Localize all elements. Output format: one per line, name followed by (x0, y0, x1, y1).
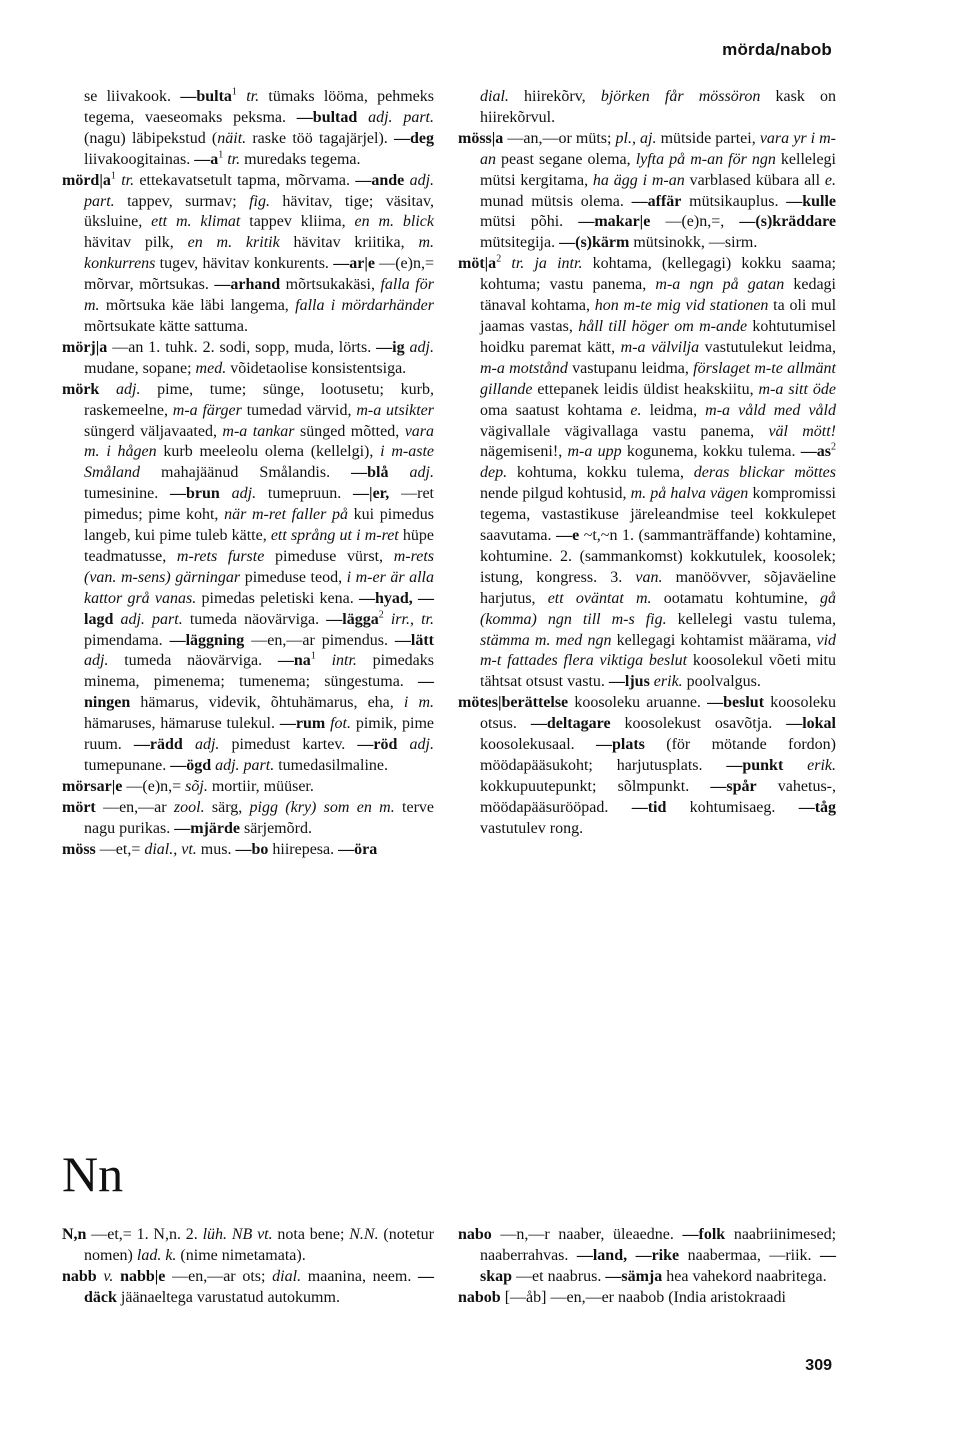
dictionary-entry: mörj|a —an 1. tuhk. 2. sodi, sopp, muda, lörts. —ig adj. mudane, sopane; med. võidetaolise konsistentsiga. (62, 338, 434, 377)
dictionary-entry-continuation: dial. hiirekõrv, björken får mössöron kask on hiirekõrvul. (480, 88, 836, 126)
dictionary-entry: nabo —n,—r naaber, üleaedne. —folk naabriinimesed; naaberrahvas. —land, —rike naabermaa, —riik. —skap —et naabrus. —sämja hea vahekord naabritega. (458, 1226, 837, 1285)
page-number: 309 (805, 1357, 832, 1374)
section-letter-heading: Nn (62, 1146, 124, 1202)
dictionary-entry: mört —en,—ar zool. särg, pigg (kry) som en m. terve nagu purikas. —mjärde särjemõrd. (62, 798, 434, 837)
dictionary-entry: möss —et,= dial., vt. mus. —bo hiirepesa. —öra (62, 840, 378, 858)
dictionary-entry: nabob [—åb] —en,—er naabob (India aristokraadi (458, 1288, 786, 1306)
page-header-guide-words: mörda/nabob (722, 40, 832, 59)
dictionary-entry: N,n —et,= 1. N,n. 2. lüh. NB vt. nota bene; N.N. (notetur nomen) lad. k. (nime nimetamata). (62, 1226, 435, 1264)
dictionary-column-right (458, 87, 836, 840)
dictionary-entry: mörk adj. pime, tume; sünge, lootusetu; kurb, raskemeelne, m-a färger tumedad värvid, m-a utsikter süngerd väljavaated, m-a tankar sünged mõtted, vara m. i hågen kurb meeleolu olema (kellelgi), i m-aste Småland mahajäänud Smålandis. —blå adj. tumesinine. —brun adj. tumepruun. —|er, —ret pimedus; pime koht, när m-ret faller på kui pimedus langeb, kui pime tuleb kätte, ett språng ut i m-ret hüpe teadmatusse, m-rets furste pimeduse vürst, m-rets (van. m-sens) gärningar pimeduse teod, i m-er är alla kattor grå vanas. pimedas peletiski kena. —hyad, —lagd adj. part. tumeda näovärviga. —lägga$^2$ irr., tr. pimendama. —läggning —en,—ar pimendus. —lätt adj. tumeda näovärviga. $—na^1$ intr. pimedaks minema, pimenema; tumenema; süngestuma. —ningen hämarus, videvik, õhtuhämarus, eha, i m. hämaruses, hämaruse tulekul. —rum fot. pimik, pime ruum. —rädd adj. pimedust kartev. —röd adj. tumepunane. —ögd adj. part. tumedasilmaline. (62, 380, 435, 774)
dictionary-entry: mötes|berättelse koosoleku aruanne. —beslut koosoleku otsus. —deltagare koosolekust osavõtja. —lokal koosolekusaal. —plats (för mötande fordon) möödapääsukoht; harjutusplats. —punkt erik. kokkupuutepunkt; sõlmpunkt. —spår vahetus-, möödapääsurööpad. —tid kohtumisaeg. —tåg vastutulev rong. (458, 694, 837, 837)
dictionary-entry: $möt|a^2$ tr. ja intr. kohtama, (kellegagi) kokku saama; kohtuma; vastu panema, m-a ngn på gatan kedagi tänaval kohtama, hon m-te mig vid stationen ta oli mul jaamas vastas, håll till höger om m-ande kohtutumisel hoidku paremat kätt, m-a välvilja vastutulekut leidma, m-a motstånd vastupanu leidma, förslaget m-te allmänt gillande ettepanek leidis üldist heakskiitu, m-a sitt öde oma saatust kohtama e. leidma, m-a våld med våld vägivallale vägivallaga vastu panema, väl mött! nägemiseni!, m-a upp kogunema, kokku tulema. $—as^2$ dep. kohtuma, kokku tulema, deras blickar möttes nende pilgud kohtusid, m. på halva vägen kompromissi tegema, vastastikuse järeleandmise teel kokkulepet saavutama. —e ~t,~n 1. (sammanträffande) kohtamine, kohtumine. 2. (sammankomst) kokkutulek, koosolek; istung, kongress. 3. van. manöövver, sõjaväeline harjutus, ett oväntat m. ootamatu kohtumine, gå (komma) ngn till m-s fig. kellelegi vastu tulema, stämma m. med ngn kellegagi kohtamist määrama, vid m-t fattades flera viktiga beslut koosolekul võeti mitu tähtsat otsust vastu. —ljus erik. poolvalgus. (458, 253, 837, 691)
dictionary-column-lower-left (62, 1225, 434, 1309)
dictionary-entry: möss|a —an,—or müts; pl., aj. mütside partei, vara yr i m-an peast segane olema, lyfta på m-an för ngn kellelegi mütsi kergitama, ha ägg i m-an varblased kübara all e. munad mütsis olema. —affär mütsikauplus. —kulle mütsi põhi. —makar|e —(e)n,=, —(s)kräddare mütsitegija. —(s)kärm mütsinokk, —sirm. (458, 129, 837, 252)
dictionary-column-left (62, 87, 434, 861)
dictionary-entry: mörsar|e —(e)n,= sõj. mortiir, müüser. (62, 777, 314, 795)
dictionary-entry-continuation: se liivakook. —bulta$^1$ tr. tümaks lööma, pehmeks tegema, vaeseomaks peksma. —bultad adj. part. (nagu) läbipekstud (näit. raske töö tagajärjel). —deg liivakoogitainas. $—a^1$ tr. muredaks tegema. (84, 86, 435, 168)
dictionary-entry: $mörd|a^1$ tr. ettekavatsetult tapma, mõrvama. —ande adj. part. tappev, surmav; fig. hävitav, tige; väsitav, üksluine, ett m. klimat tappev kliima, en m. blick hävitav pilk, en m. kritik hävitav kriitika, m. konkurrens tugev, hävitav konkurents. —ar|e —(e)n,= mõrvar, mõrtsukas. —arhand mõrtsukakäsi, falla för m. mõrtsuka käe läbi langema, falla i mördarhänder mõrtsukate kätte sattuma. (62, 170, 435, 335)
dictionary-column-lower-right (458, 1225, 836, 1309)
dictionary-entry: nabb v. nabb|e —en,—ar ots; dial. maanina, neem. —däck jäänaeltega varustatud autokumm. (62, 1267, 435, 1306)
